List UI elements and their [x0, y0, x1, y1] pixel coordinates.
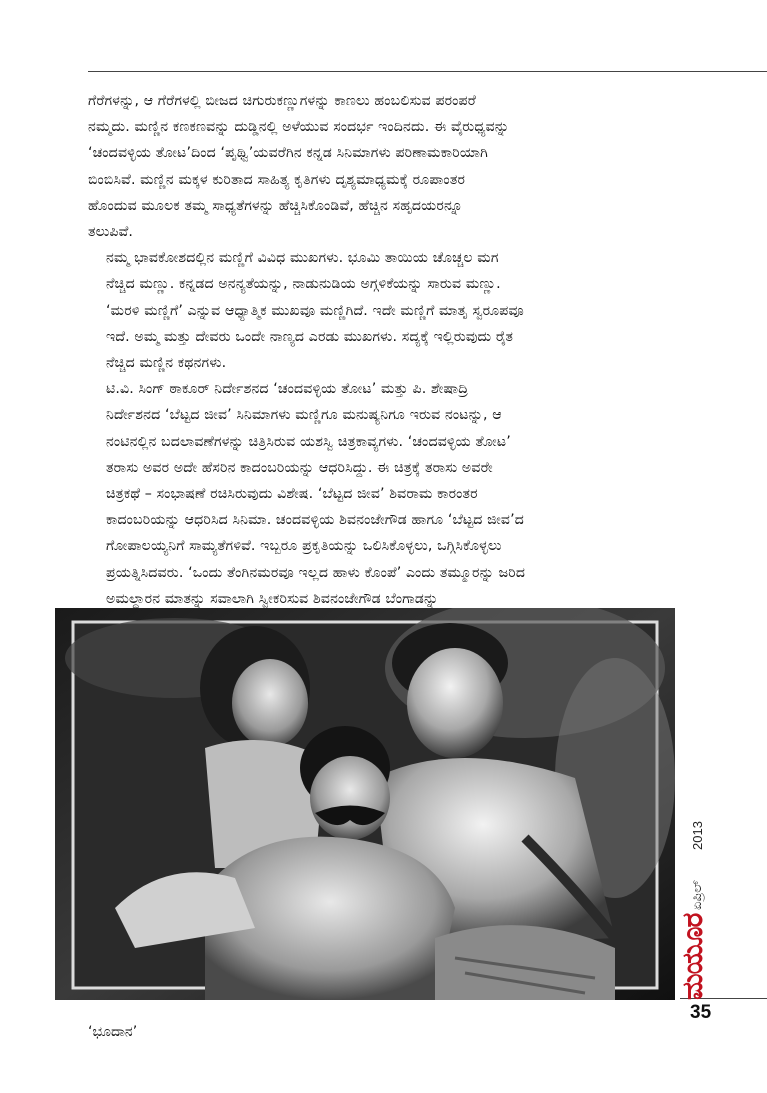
- paragraph: [88, 245, 672, 376]
- text-line: ತಲುಪಿವೆ.: [88, 224, 134, 241]
- paragraph: [88, 88, 672, 245]
- magazine-year: 2013: [690, 821, 705, 850]
- text-line: ಚಿತ್ರಕಥೆ – ಸಂಭಾಷಣೆ ರಚಿಸಿರುವುದು ವಿಶೇಷ. ‘ಬೆಟ್ಟದ ಜೀವ’ ಶಿವರಾಮ ಕಾರಂತರ: [106, 486, 478, 503]
- article-body: [88, 88, 672, 612]
- text-line: ಪ್ರಯತ್ನಿಸಿದವರು. ‘ಒಂದು ತೆಂಗಿನಮರವೂ ಇಲ್ಲದ ಹಾಳು ಕೊಂಪೆ’ ಎಂದು ತಮ್ಮೂರನ್ನು ಜರಿದ: [106, 564, 526, 581]
- magazine-month: ಏಪ್ರಿಲ್: [690, 880, 705, 910]
- text-line: ಅಮಲ್ದಾರನ ಮಾತನ್ನು ಸವಾಲಾಗಿ ಸ್ವೀಕರಿಸುವ ಶಿವನಂಜೇಗೌಡ ಬೆಂಗಾಡನ್ನು: [106, 590, 439, 607]
- text-line: ‘ಚಂದವಳ್ಳಿಯ ತೋಟ’ದಿಂದ ‘ಪೃಥ್ವಿ’ಯವರೆಗಿನ ಕನ್ನಡ ಸಿನಿಮಾಗಳು ಪರಿಣಾಮಕಾರಿಯಾಗಿ: [88, 145, 488, 162]
- text-line: ನಂಟಿನಲ್ಲಿನ ಬದಲಾವಣೆಗಳನ್ನು ಚಿತ್ರಿಸಿರುವ ಯಶಸ್ವಿ ಚಿತ್ರಕಾವ್ಯಗಳು. ‘ಚಂದವಳ್ಳಿಯ ತೋಟ’: [106, 433, 511, 450]
- text-line: ಗೋಪಾಲಯ್ಯನಿಗೆ ಸಾಮ್ಯತೆಗಳಿವೆ. ಇಬ್ಬರೂ ಪ್ರಕೃತಿಯನ್ನು ಒಲಿಸಿಕೊಳ್ಳಲು, ಒಗ್ಗಿಸಿಕೊಳ್ಳಲು: [106, 538, 502, 555]
- text-line: ಇದೆ. ಅಮ್ಮ ಮತ್ತು ದೇವರು ಒಂದೇ ನಾಣ್ಯದ ಎರಡು ಮುಖಗಳು. ಸದ್ಯಕ್ಕೆ ಇಲ್ಲಿರುವುದು ರೈತ: [106, 328, 514, 345]
- text-line: ನೆಚ್ಚಿದ ಮಣ್ಣು. ಕನ್ನಡದ ಅನನ್ಯತೆಯನ್ನು, ನಾಡುನುಡಿಯ ಅಗ್ಗಳಿಕೆಯನ್ನು ಸಾರುವ ಮಣ್ಣು.: [106, 276, 501, 293]
- text-line: ತರಾಸು ಅವರ ಅದೇ ಹೆಸರಿನ ಕಾದಂಬರಿಯನ್ನು ಆಧರಿಸಿದ್ದು. ಈ ಚಿತ್ರಕ್ಕೆ ತರಾಸು ಅವರೇ: [106, 459, 493, 476]
- text-line: ನಮ್ಮ ಭಾವಕೋಶದಲ್ಲಿನ ಮಣ್ಣಿಗೆ ವಿವಿಧ ಮುಖಗಳು. ಭೂಮಿ ತಾಯಿಯ ಚೊಚ್ಚಲ ಮಗ: [106, 250, 499, 267]
- magazine-name-logo: ಮಯೂರ: [676, 913, 709, 1000]
- film-still-photo: [55, 608, 675, 1000]
- film-still-image: [55, 608, 675, 1000]
- photo-caption: ‘ಭೂದಾನ’: [88, 1024, 138, 1040]
- text-line: ನೆಚ್ಚಿದ ಮಣ್ಣಿನ ಕಥನಗಳು.: [106, 355, 227, 372]
- text-line: ಹೊಂದುವ ಮೂಲಕ ತಮ್ಮ ಸಾಧ್ಯತೆಗಳನ್ನು ಹೆಚ್ಚಿಸಿಕೊಂಡಿವೆ, ಹೆಚ್ಚಿನ ಸಹೃದಯರನ್ನೂ: [88, 197, 463, 214]
- text-line: ನಮ್ಮದು. ಮಣ್ಣಿನ ಕಣಕಣವನ್ನು ದುಡ್ಡಿನಲ್ಲಿ ಅಳೆಯುವ ಸಂದರ್ಭ ಇಂದಿನದು. ಈ ವೈರುಧ್ಯವನ್ನು: [88, 119, 510, 136]
- text-line: ಗೆರೆಗಳನ್ನು, ಆ ಗೆರೆಗಳಲ್ಲಿ ಬೀಜದ ಚಿಗುರುಕಣ್ಣುಗಳನ್ನು ಕಾಣಲು ಹಂಬಲಿಸುವ ಪರಂಪರೆ: [88, 93, 476, 109]
- text-line: ಟಿ.ವಿ. ಸಿಂಗ್ ಠಾಕೂರ್ ನಿರ್ದೇಶನದ ‘ಚಂದವಳ್ಳಿಯ ತೋಟ’ ಮತ್ತು ಪಿ. ಶೇಷಾದ್ರಿ: [106, 381, 469, 398]
- text-line: ನಿರ್ದೇಶನದ ‘ಬೆಟ್ಟದ ಜೀವ’ ಸಿನಿಮಾಗಳು ಮಣ್ಣಿಗೂ ಮನುಷ್ಯನಿಗೂ ಇರುವ ನಂಟನ್ನು, ಆ: [106, 407, 502, 424]
- text-line: ಕಾದಂಬರಿಯನ್ನು ಆಧರಿಸಿದ ಸಿನಿಮಾ. ಚಂದವಳ್ಳಿಯ ಶಿವನಂಜೇಗೌಡ ಹಾಗೂ ‘ಬೆಟ್ಟದ ಜೀವ’ದ: [106, 512, 524, 529]
- top-rule: [88, 71, 767, 72]
- text-line: ‘ಮರಳಿ ಮಣ್ಣಿಗೆ’ ಎನ್ನುವ ಆಧ್ಯಾತ್ಮಿಕ ಮುಖವೂ ಮಣ್ಣಿಗಿದೆ. ಇದೇ ಮಣ್ಣಿಗೆ ಮಾತೃ ಸ್ವರೂಪವೂ: [106, 302, 524, 319]
- paragraph: [88, 376, 672, 612]
- page-number: 35: [690, 1002, 712, 1023]
- text-line: ಬಿಂಬಿಸಿವೆ. ಮಣ್ಣಿನ ಮಕ್ಕಳ ಕುರಿತಾದ ಸಾಹಿತ್ಯ ಕೃತಿಗಳು ದೃಶ್ಯಮಾಧ್ಯಮಕ್ಕೆ ರೂಪಾಂತರ: [88, 171, 466, 188]
